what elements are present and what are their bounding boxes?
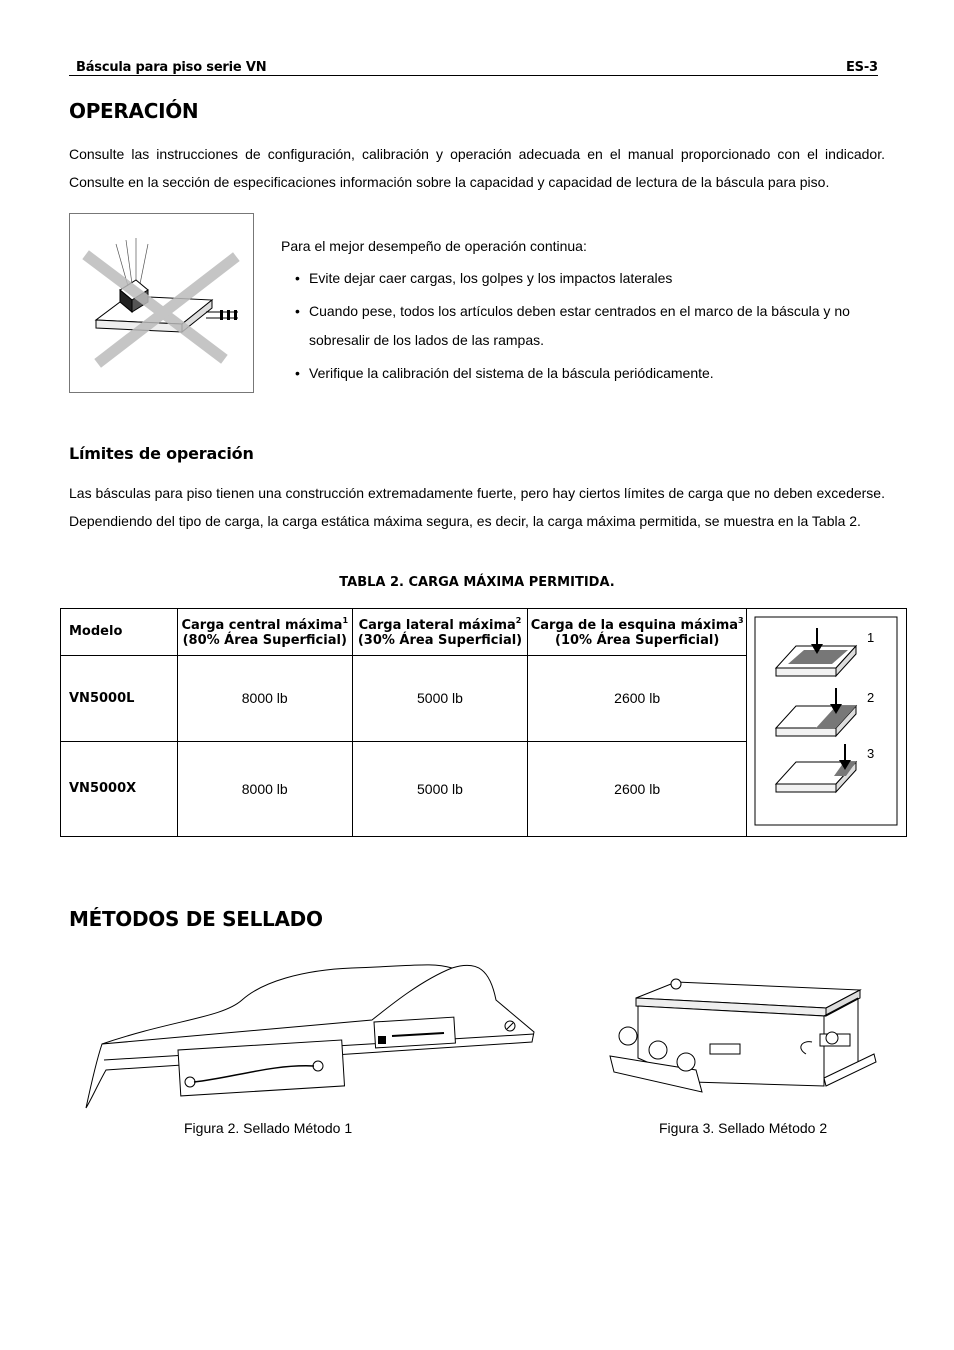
footnote-3: 3 [738, 615, 744, 625]
header-central [177, 609, 352, 656]
max-load-table [60, 608, 907, 837]
drop-load-prohibited-illustration [70, 214, 253, 392]
footnote-1: 1 [342, 615, 349, 625]
list-item: • Evite dejar caer cargas, los golpes y los impactos laterales [281, 264, 881, 293]
diagram-label-3: 3 [866, 746, 875, 761]
footnote-2: 2 [515, 615, 522, 625]
figure-3-caption: Figura 3. Sellado Método 2 [659, 1120, 828, 1136]
row-model: VN5000L [61, 655, 178, 741]
limites-paragraph: Las básculas para piso tienen una construcción extremadamente fuerte, pero hay ciertos límites de carga que no deben excederse. Dependiendo del tipo de carga, la carga estática máxima segura, es decir, la carga máxima permitida, se muestra en la Tabla 2. [69, 485, 885, 529]
row-lateral: 5000 lb [352, 655, 528, 741]
header-model: Modelo [61, 609, 178, 656]
list-item: • Verifique la calibración del sistema de la báscula periódicamente. [281, 359, 881, 388]
row-model: VN5000X [61, 741, 178, 836]
diagram-label-1: 1 [866, 630, 875, 645]
figure-2-caption: Figura 2. Sellado Método 1 [184, 1120, 353, 1136]
row-lateral: 5000 lb [352, 741, 528, 836]
row-central: 8000 lb [177, 741, 352, 836]
row-corner: 2600 lb [528, 741, 747, 836]
table-header-row [61, 609, 907, 656]
operation-tips-list [281, 264, 881, 392]
section-title-operacion: OPERACIÓN [69, 99, 199, 123]
header-corner-line2: (10% Área Superficial) [555, 632, 720, 648]
row-corner: 2600 lb [528, 655, 747, 741]
sealing-method-1-illustration [82, 960, 540, 1110]
subsection-title-limites: Límites de operación [69, 444, 254, 463]
header-rule [69, 75, 878, 76]
load-position-diagram-cell [746, 609, 906, 837]
header-central-line2: (80% Área Superficial) [182, 632, 347, 648]
header-lateral-line1: Carga lateral máxima [358, 617, 516, 633]
running-header-title: Báscula para piso serie VN [76, 60, 267, 75]
header-corner [528, 609, 747, 656]
sealing-method-2-illustration [606, 974, 882, 1100]
row-central: 8000 lb [177, 655, 352, 741]
no-drop-load-figure [69, 213, 254, 393]
section-title-sellado: MÉTODOS DE SELLADO [69, 907, 323, 931]
header-lateral [352, 609, 528, 656]
load-position-diagram [754, 616, 898, 826]
operation-intro: Para el mejor desempeño de operación continua: [281, 238, 587, 254]
table-caption: TABLA 2. CARGA MÁXIMA PERMITIDA. [339, 575, 615, 590]
header-corner-line1: Carga de la esquina máxima [530, 617, 739, 633]
header-central-line1: Carga central máxima [181, 617, 343, 633]
header-lateral-line2: (30% Área Superficial) [357, 632, 523, 648]
operacion-paragraph: Consulte las instrucciones de configuración, calibración y operación adecuada en el manual proporcionado con el indicador. Consulte en la sección de especificaciones información sobre la capacidad y capacidad de lectura de la báscula para piso. [69, 146, 885, 190]
list-item: • Cuando pese, todos los artículos deben estar centrados en el marco de la báscula y no sobresalir de los lados de las rampas. [281, 297, 881, 355]
page-number: ES-3 [846, 60, 878, 75]
diagram-label-2: 2 [866, 690, 875, 705]
